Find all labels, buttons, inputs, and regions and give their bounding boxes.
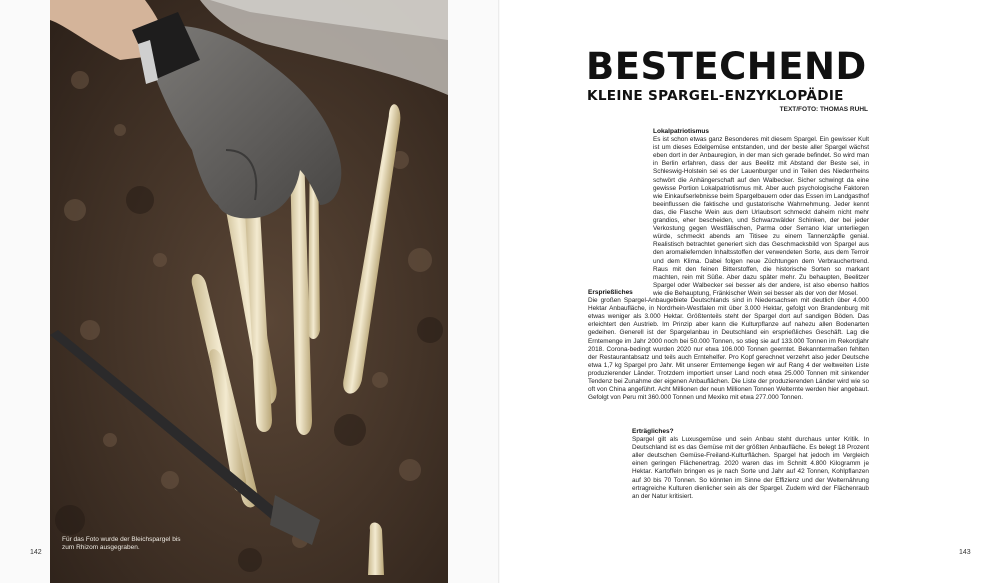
section-body: Spargel gilt als Luxusgemüse und sein Anbau steht durchaus unter Kritik. In Deutschland ist es das Gemüse mit der größten Anbaufläche. Es belegt 18 Prozent aller deutschen Gemüse-Freiland-Kulturflächen. Spargel hat jedoch im Vergleich einen geringen Flächenertrag. 2020 waren das im Schnitt 4.800 Kilogramm je Hektar. Kartoffeln bringen es je nach Sorte und Jahr auf 42 Tonnen, Kohlpflanzen auf 30 bis 70 Tonnen. So könnten im Sinne der Effizienz und der Welternährung ertragreiche Kulturen dienlicher sein als der Spargel. Zudem wird der Flächenraub an der Natur kritisiert. [632, 436, 869, 500]
asparagus-harvest-photo [50, 0, 448, 583]
section-heading: Erträgliches? [632, 428, 674, 435]
section-body: Die großen Spargel-Anbaugebiete Deutschlands sind in Niedersachsen mit deutlich über 4.000 Hektar Anbaufläche, in Nordrhein-Westfalen mit über 3.000 Hektar, gefolgt von Brandenburg mit etwas weniger als 3.000 Hektar. Größtenteils steht der Spargel dort auf sandigen Böden. Das erleichtert den Austrieb. Im Prinzip aber kann die Kulturpflanze auf nahezu allen Bodenarten gedeihen. Generell ist der Spargelanbau in Deutschland ein ersprießliches Geschäft. Lag die Erntemenge im Jahr 2000 noch bei 50.000 Tonnen, so stieg sie auf 133.000 Tonnen im Rekordjahr 2018. Corona-bedingt wurden 2020 nur etwa 106.000 Tonnen geerntet. Bekanntermaßen fehlten der Restaurantabsatz und teils auch Erntehelfer. Pro Kopf gerechnet verzehrt also jeder Deutsche etwa 1,7 kg Spargel pro Jahr. Mit unserer Erntemenge liegen wir auf Rang 4 der weltweiten Liste produzierender Länder. Trotzdem importiert unser Land noch etwa 25.000 Tonnen mit sinkender Tendenz bei Zunahme der eigenen Anbauflächen. Die Liste der produzierenden Länder wird wie so oft von China angeführt. Acht Millionen der neun Millionen Tonnen Welternte werden hier angebaut. Gefolgt von Peru mit 360.000 Tonnen und Mexiko mit etwa 277.000 Tonnen. [588, 297, 869, 402]
page-number-right: 143 [959, 549, 971, 556]
section-erspriessliches [588, 289, 869, 402]
page-number-left: 142 [30, 549, 42, 556]
section-ertraegliches [632, 428, 869, 501]
section-lokalpatriotismus [653, 128, 869, 298]
article-subtitle: KLEINE SPARGEL-ENZYKLOPÄDIE [587, 88, 844, 104]
photo-caption: Für das Foto wurde der Bleichspargel bis zum Rhizom ausgegraben. [62, 536, 181, 551]
photo-illustration [50, 0, 448, 583]
section-heading: Ersprießliches [588, 289, 633, 296]
article-credit: TEXT/FOTO: THOMAS RUHL [779, 106, 868, 113]
section-body: Es ist schon etwas ganz Besonderes mit diesem Spargel. Ein gewisser Kult ist um dieses Edelgemüse entstanden, und der beste aller Spargel wächst eben dort in der Anbauregion, in der man sich gerade befindet. So wird man in Berlin erfahren, dass der aus Beelitz mit Abstand der Beste sei, in Schleswig-Holstein sei es der Lauenburger und in Teilen des Niederrheins schwört die Anhängerschaft auf den Walbecker. Sicher schwingt da eine gewisse Portion Lokalpatriotismus mit. Aber auch psychologische Faktoren wie Einkaufserlebnisse beim Spargelbauern oder das Essen im Landgasthof beeinflussen die faktische und gustatorische Wahrnehmung. Jeder kennt das, die Flasche Wein aus dem Urlaubsort schmeckt daheim nicht mehr grandios, eher bescheiden, und Schwarzwälder Schinken, der bei jeder Verkostung gegen Westfälischen, Parma oder Serrano klar unterliegen würde, schmeckt abends am Titisee zu einem Tannenzäpfle genial. Realistisch betrachtet generiert sich das Geschmacksbild von Spargel aus den aromaliefernden Inhaltsstoffen der verwendeten Sorte, aus dem Terroir und dem Klima. Dabei folgen neue Züchtungen dem Verbrauchertrend. Raus mit den feinen Bitterstoffen, die historische Sorten so markant machten, rein mit Süße. Aber dazu später mehr. Zu behaupten, Beelitzer Spargel oder Walbecker sei besser als der andere, ist also ebenso haltlos wie die Behauptung, Fränkischer Wein sei besser als der von der Mosel. [653, 136, 869, 297]
article-title: BESTECHEND [586, 45, 867, 88]
section-heading: Lokalpatriotismus [653, 128, 709, 135]
